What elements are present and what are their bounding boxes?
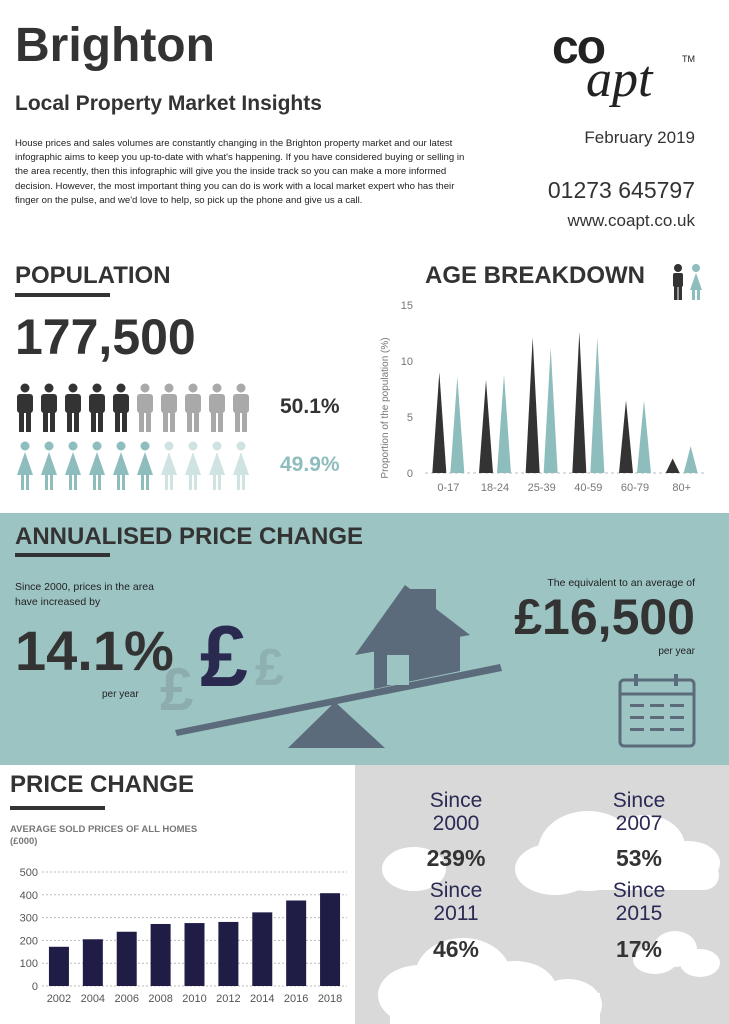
since-2015-label [583,879,695,925]
since-2007-value: 53% [615,845,663,871]
age-breakdown-title: AGE BREAKDOWN [425,262,645,289]
page-subtitle: Local Property Market Insights [15,92,322,115]
age-category-label: 80+ [672,482,692,494]
price-bar [49,947,69,986]
since-label: Since [429,789,483,812]
age-bar [450,377,464,473]
female-icon [15,441,35,491]
annual-amount: £16,500 [514,589,695,645]
age-category-label: 0-17 [437,482,460,494]
age-bar [572,332,586,473]
age-bar [619,400,633,473]
price-chart-subtitle-line1: AVERAGE SOLD PRICES OF ALL HOMES [10,824,198,835]
female-icon [87,441,107,491]
female-icon [183,441,203,491]
price-x-tick: 2010 [182,993,207,1005]
price-bar [185,923,205,986]
since-2015-value: 17% [615,936,663,962]
price-change-underline [10,806,105,810]
age-bar [666,458,680,473]
price-bar [83,939,103,986]
male-percentage: 50.1% [280,395,340,418]
coapt-logo [552,20,702,110]
age-bar [590,337,604,473]
price-x-tick: 2002 [46,993,72,1005]
since-label: Since [429,879,483,902]
male-icon [135,383,155,433]
male-icon [111,383,131,433]
logo-apt-text: apt [586,51,653,108]
price-x-tick: 2006 [114,993,139,1005]
female-icon [111,441,131,491]
female-icons-row [15,441,251,491]
price-bar [151,924,171,986]
calendar-icon [618,672,696,748]
intro-text: House prices and sales volumes are constantly changing in the Brighton property market and our latest infographic aims to keep you up-to-date with what's happening. If you have considered buying or selling in the area recently, then this infographic will give you the inside track so you can make a more informed decision. However, the most important thing you can do is work with a local market expert who has their finger on the pulse, and we'd love to help, so pick up the phone and give us a call. [15,138,465,206]
female-icon [159,441,179,491]
report-date: February 2019 [584,128,695,147]
price-change-title: PRICE CHANGE [10,771,195,798]
house-icon [355,585,470,689]
age-y-tick: 0 [406,468,413,480]
since-label: Since [612,879,666,902]
see-saw-icon [170,585,510,750]
age-breakdown-chart [370,298,720,498]
price-y-tick: 0 [31,981,38,993]
price-bar [218,922,238,986]
population-title: POPULATION [15,262,171,289]
since-2000-value: 239% [426,845,486,871]
since-label: Since [612,789,666,812]
since-year: 2015 [615,902,663,925]
phone-number[interactable]: 01273 645797 [547,177,695,203]
age-category-label: 40-59 [574,482,603,494]
logo-co-text: co [552,21,605,74]
age-bar [497,374,511,473]
female-icon [690,264,702,300]
male-icon [207,383,227,433]
age-y-tick: 10 [400,356,413,368]
website-link[interactable]: www.coapt.co.uk [567,211,695,230]
pound-icon: £ [255,639,284,697]
price-x-tick: 2008 [148,993,173,1005]
price-x-tick: 2012 [216,993,241,1005]
age-bar [684,446,698,473]
price-x-tick: 2018 [317,993,343,1005]
price-y-tick: 300 [19,912,38,925]
female-percentage: 49.9% [280,453,340,476]
male-icon [673,264,683,300]
price-bar [117,932,137,986]
female-icon [63,441,83,491]
page-title: Brighton [15,19,215,72]
male-icon [39,383,59,433]
price-chart-subtitle-line2: (£000) [10,836,38,847]
since-2000-text: Since 2000, prices in the area have increased by [15,581,154,608]
female-icon [135,441,155,491]
since-year: 2000 [432,812,480,835]
since-year: 2011 [433,902,479,925]
male-icon [87,383,107,433]
price-bar [286,901,306,987]
price-bar [320,893,340,986]
price-y-tick: 400 [19,889,38,902]
age-bar [526,337,540,473]
pound-icon: £ [200,609,248,705]
annual-percentage: 14.1% [15,619,174,682]
annualised-title: ANNUALISED PRICE CHANGE [15,523,364,550]
since-2011-value: 46% [432,936,480,962]
age-bar [479,380,493,473]
since-2007-label [583,789,695,835]
age-category-label: 25-39 [527,482,556,494]
per-year-label-2: per year [658,646,695,657]
male-icon [15,383,35,433]
price-x-tick: 2016 [283,993,309,1005]
age-bar [637,400,651,473]
since-2011-label [400,879,512,925]
female-icon [231,441,251,491]
price-change-chart [10,860,350,1012]
age-bar [544,348,558,473]
male-icons-row [15,383,251,433]
logo-trademark: TM [682,54,695,64]
since-year: 2007 [615,812,663,835]
population-underline [15,293,110,297]
age-chart-y-axis-label: Proportion of the population (%) [380,337,391,479]
since-2000-label [400,789,512,835]
price-x-tick: 2014 [250,993,275,1005]
gender-icons [668,262,708,302]
equivalent-text: The equivalent to an average of [547,577,695,589]
price-y-tick: 200 [19,935,38,948]
price-x-tick: 2004 [80,993,106,1005]
male-icon [183,383,203,433]
age-y-tick: 5 [406,412,413,424]
population-total: 177,500 [15,309,196,365]
male-icon [159,383,179,433]
male-icon [231,383,251,433]
female-icon [207,441,227,491]
age-category-label: 60-79 [620,482,650,494]
price-y-tick: 500 [19,867,38,879]
age-bar [432,372,446,473]
price-bar [252,912,272,986]
annualised-underline [15,553,110,557]
pound-icon: £ [160,656,194,723]
age-y-tick: 15 [400,300,413,312]
male-icon [63,383,83,433]
price-y-tick: 100 [19,958,38,971]
female-icon [39,441,59,491]
per-year-label: per year [102,689,139,700]
age-category-label: 18-24 [480,482,510,494]
price-chart-subtitle [10,824,197,848]
